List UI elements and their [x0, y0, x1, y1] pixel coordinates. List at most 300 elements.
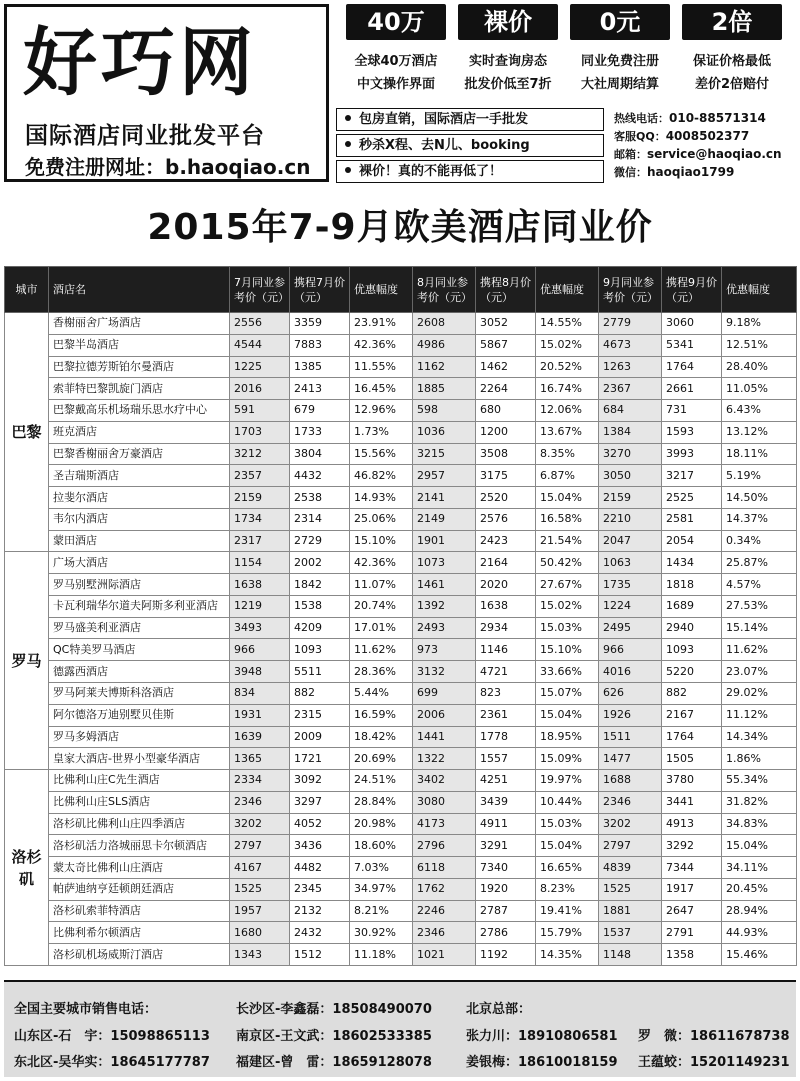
- rate-cell: 882: [290, 683, 350, 705]
- hotel-name-cell: 比佛利山庄SLS酒店: [49, 791, 230, 813]
- promo-block: [676, 4, 788, 104]
- rate-cell: 1525: [230, 878, 290, 900]
- rate-cell: 44.93%: [722, 922, 797, 944]
- rate-cell: 3297: [290, 791, 350, 813]
- rate-cell: 4.57%: [722, 574, 797, 596]
- rate-cell: 3092: [290, 770, 350, 792]
- rate-cell: 2413: [290, 378, 350, 400]
- sales-contacts-footer: [4, 980, 796, 1077]
- sales-rep: 南京区-王文武：18602533385: [236, 1029, 432, 1044]
- rate-cell: 1885: [413, 378, 476, 400]
- rate-cell: 42.36%: [350, 552, 413, 574]
- rate-cell: 1.86%: [722, 748, 797, 770]
- rate-cell: 2346: [413, 922, 476, 944]
- contact-value: 4008502377: [665, 129, 750, 143]
- hotel-name-cell: 比佛利希尔顿酒店: [49, 922, 230, 944]
- rate-cell: 1225: [230, 356, 290, 378]
- table-row: [5, 748, 797, 770]
- rate-cell: 2346: [599, 791, 662, 813]
- rate-cell: 0.34%: [722, 530, 797, 552]
- rate-cell: 4839: [599, 857, 662, 879]
- rate-cell: 1021: [413, 944, 476, 966]
- hotel-name-cell: 拉斐尔酒店: [49, 487, 230, 509]
- rate-cell: 2787: [476, 900, 536, 922]
- feature-list: [336, 108, 604, 184]
- rate-cell: 24.51%: [350, 770, 413, 792]
- rate-cell: 1384: [599, 421, 662, 443]
- rate-cell: 1148: [599, 944, 662, 966]
- contact-value[interactable]: service@haoqiao.cn: [647, 147, 782, 161]
- rate-cell: 8.23%: [536, 878, 599, 900]
- promo-text: [676, 50, 788, 96]
- rate-cell: 7.03%: [350, 857, 413, 879]
- rate-cell: 2315: [290, 704, 350, 726]
- rate-cell: 1063: [599, 552, 662, 574]
- rate-cell: 4721: [476, 661, 536, 683]
- hotel-name-cell: 罗马盛美利亚酒店: [49, 617, 230, 639]
- rate-cell: 1224: [599, 595, 662, 617]
- rate-cell: 2317: [230, 530, 290, 552]
- rate-cell: 33.66%: [536, 661, 599, 683]
- promo-line: 全球40万酒店: [354, 54, 438, 69]
- sales-rep: 山东区-石 宇：15098865113: [14, 1029, 210, 1044]
- rate-cell: 15.10%: [350, 530, 413, 552]
- rate-cell: 3804: [290, 443, 350, 465]
- rate-cell: 20.45%: [722, 878, 797, 900]
- contact-qq: [614, 128, 749, 144]
- rate-cell: 28.84%: [350, 791, 413, 813]
- rate-cell: 42.36%: [350, 334, 413, 356]
- rate-cell: 3217: [662, 465, 722, 487]
- column-header: 携程9月价（元）: [662, 267, 722, 313]
- table-body: [5, 313, 797, 966]
- rate-cell: 2264: [476, 378, 536, 400]
- rate-cell: 3402: [413, 770, 476, 792]
- rate-cell: 2246: [413, 900, 476, 922]
- table-row: [5, 900, 797, 922]
- contact-wechat: [614, 164, 734, 180]
- rate-cell: 2020: [476, 574, 536, 596]
- brand-box: [4, 4, 329, 182]
- rate-cell: 18.11%: [722, 443, 797, 465]
- rate-cell: 598: [413, 400, 476, 422]
- rate-cell: 823: [476, 683, 536, 705]
- rate-cell: 5341: [662, 334, 722, 356]
- rate-cell: 4911: [476, 813, 536, 835]
- hotel-name-cell: 罗马阿莱夫博斯科洛酒店: [49, 683, 230, 705]
- rate-cell: 1593: [662, 421, 722, 443]
- rate-cell: 731: [662, 400, 722, 422]
- contact-value: 010-88571314: [669, 111, 766, 125]
- hotel-name-cell: 巴黎半岛酒店: [49, 334, 230, 356]
- rate-cell: 7883: [290, 334, 350, 356]
- column-header: 携程7月价（元）: [290, 267, 350, 313]
- rate-cell: 27.67%: [536, 574, 599, 596]
- bullet-icon: [345, 167, 351, 173]
- table-row: [5, 356, 797, 378]
- rate-cell: 2054: [662, 530, 722, 552]
- table-row: [5, 400, 797, 422]
- rate-cell: 1036: [413, 421, 476, 443]
- rate-cell: 15.79%: [536, 922, 599, 944]
- rate-cell: 1537: [599, 922, 662, 944]
- rate-cell: 2797: [599, 835, 662, 857]
- table-row: [5, 835, 797, 857]
- rate-cell: 1881: [599, 900, 662, 922]
- rate-cell: 4432: [290, 465, 350, 487]
- column-header: 优惠幅度: [722, 267, 797, 313]
- rate-cell: 15.56%: [350, 443, 413, 465]
- contact-label: 热线电话：: [614, 112, 669, 125]
- rate-cell: 2661: [662, 378, 722, 400]
- promo-line: 同业免费注册: [580, 54, 659, 69]
- promo-text: [340, 50, 452, 96]
- rate-cell: 11.62%: [350, 639, 413, 661]
- rate-cell: 8.35%: [536, 443, 599, 465]
- rate-cell: 4173: [413, 813, 476, 835]
- rate-cell: 3202: [230, 813, 290, 835]
- rate-cell: 2957: [413, 465, 476, 487]
- table-row: [5, 334, 797, 356]
- rate-cell: 1461: [413, 574, 476, 596]
- rate-cell: 1512: [290, 944, 350, 966]
- rate-cell: 1703: [230, 421, 290, 443]
- rate-cell: 46.82%: [350, 465, 413, 487]
- rate-cell: 31.82%: [722, 791, 797, 813]
- rate-cell: 15.46%: [722, 944, 797, 966]
- rate-cell: 679: [290, 400, 350, 422]
- hotel-name-cell: 巴黎香榭丽舍万豪酒店: [49, 443, 230, 465]
- rate-cell: 14.50%: [722, 487, 797, 509]
- promo-text: [564, 50, 676, 96]
- bullet-icon: [345, 115, 351, 121]
- sales-rep: 张力川：18910806581: [466, 1029, 618, 1044]
- rate-cell: 2345: [290, 878, 350, 900]
- rate-cell: 2791: [662, 922, 722, 944]
- contact-info: [610, 108, 798, 184]
- rate-cell: 2520: [476, 487, 536, 509]
- rate-cell: 1263: [599, 356, 662, 378]
- rate-cell: 1322: [413, 748, 476, 770]
- rate-cell: 15.09%: [536, 748, 599, 770]
- rate-cell: 15.02%: [536, 334, 599, 356]
- rate-cell: 4016: [599, 661, 662, 683]
- rate-cell: 2525: [662, 487, 722, 509]
- rate-cell: 2346: [230, 791, 290, 813]
- rate-cell: 4544: [230, 334, 290, 356]
- feature-item: [336, 160, 604, 183]
- rate-cell: 6.87%: [536, 465, 599, 487]
- hotel-name-cell: 德露西酒店: [49, 661, 230, 683]
- table-row: [5, 574, 797, 596]
- rate-cell: 4209: [290, 617, 350, 639]
- rate-cell: 2495: [599, 617, 662, 639]
- rate-cell: 1920: [476, 878, 536, 900]
- hotel-name-cell: 洛杉矶机场威斯汀酒店: [49, 944, 230, 966]
- sales-rep: 罗 微：18611678738: [638, 1029, 790, 1044]
- rate-cell: 15.14%: [722, 617, 797, 639]
- rate-cell: 1219: [230, 595, 290, 617]
- rate-cell: 23.07%: [722, 661, 797, 683]
- promo-line: 实时查询房态: [468, 54, 547, 69]
- rate-cell: 20.98%: [350, 813, 413, 835]
- rate-cell: 2164: [476, 552, 536, 574]
- rate-cell: 15.03%: [536, 617, 599, 639]
- rate-cell: 13.12%: [722, 421, 797, 443]
- rate-cell: 20.52%: [536, 356, 599, 378]
- rate-cell: 680: [476, 400, 536, 422]
- rate-cell: 25.06%: [350, 508, 413, 530]
- table-row: [5, 465, 797, 487]
- promo-line: 大社周期结算: [580, 77, 659, 92]
- table-row: [5, 421, 797, 443]
- rate-cell: 11.07%: [350, 574, 413, 596]
- hotel-name-cell: 洛杉矶比佛利山庄四季酒店: [49, 813, 230, 835]
- table-row: [5, 770, 797, 792]
- rate-cell: 3493: [230, 617, 290, 639]
- hotel-name-cell: 圣吉瑞斯酒店: [49, 465, 230, 487]
- rate-cell: 20.74%: [350, 595, 413, 617]
- rate-cell: 16.59%: [350, 704, 413, 726]
- rate-cell: 973: [413, 639, 476, 661]
- city-cell: 罗马: [5, 552, 49, 770]
- hotel-name-cell: 巴黎戴高乐机场瑞乐思水疗中心: [49, 400, 230, 422]
- rate-cell: 1525: [599, 878, 662, 900]
- rate-cell: 2132: [290, 900, 350, 922]
- feature-text: 秒杀X程、去N儿、booking: [359, 138, 530, 153]
- hotel-name-cell: 帕萨迪纳亨廷顿朗廷酒店: [49, 878, 230, 900]
- rate-cell: 15.03%: [536, 813, 599, 835]
- rate-cell: 1385: [290, 356, 350, 378]
- rate-cell: 1926: [599, 704, 662, 726]
- rate-cell: 11.62%: [722, 639, 797, 661]
- rate-cell: 14.93%: [350, 487, 413, 509]
- promo-badge: 40万: [346, 4, 446, 40]
- rate-cell: 3202: [599, 813, 662, 835]
- promo-badge: 2倍: [682, 4, 782, 40]
- rate-cell: 7344: [662, 857, 722, 879]
- rate-cell: 4913: [662, 813, 722, 835]
- table-row: [5, 813, 797, 835]
- rate-cell: 4167: [230, 857, 290, 879]
- rate-cell: 14.55%: [536, 313, 599, 335]
- rate-cell: 882: [662, 683, 722, 705]
- rate-cell: 15.04%: [722, 835, 797, 857]
- rate-cell: 2149: [413, 508, 476, 530]
- brand-url[interactable]: 免费注册网址：b.haoqiao.cn: [25, 155, 311, 179]
- rate-cell: 2432: [290, 922, 350, 944]
- rate-cell: 7340: [476, 857, 536, 879]
- table-row: [5, 313, 797, 335]
- column-header: 优惠幅度: [350, 267, 413, 313]
- rate-cell: 5867: [476, 334, 536, 356]
- rate-cell: 15.04%: [536, 704, 599, 726]
- rate-cell: 34.11%: [722, 857, 797, 879]
- table-row: [5, 595, 797, 617]
- feature-text: 裸价！真的不能再低了！: [359, 164, 503, 179]
- rate-cell: 1764: [662, 726, 722, 748]
- rate-cell: 1146: [476, 639, 536, 661]
- rate-cell: 1639: [230, 726, 290, 748]
- rate-cell: 1957: [230, 900, 290, 922]
- hotel-name-cell: 罗马别墅洲际酒店: [49, 574, 230, 596]
- hotel-name-cell: 皇家大酒店-世界小型豪华酒店: [49, 748, 230, 770]
- brand-logo: 好巧网: [23, 20, 257, 106]
- rate-cell: 5220: [662, 661, 722, 683]
- rate-cell: 1358: [662, 944, 722, 966]
- rate-cell: 1477: [599, 748, 662, 770]
- sales-rep: 王蕴蛟：15201149231: [638, 1055, 790, 1070]
- rate-cell: 28.94%: [722, 900, 797, 922]
- rate-cell: 966: [230, 639, 290, 661]
- rate-cell: 6118: [413, 857, 476, 879]
- sales-rep: 福建区-曾 雷：18659128078: [236, 1055, 432, 1070]
- rate-cell: 21.54%: [536, 530, 599, 552]
- rate-cell: 2797: [230, 835, 290, 857]
- page-title: 2015年7-9月欧美酒店同业价: [147, 207, 653, 248]
- column-header: 7月同业参考价（元）: [230, 267, 290, 313]
- hotel-name-cell: 巴黎拉德芳斯铂尔曼酒店: [49, 356, 230, 378]
- hotel-name-cell: 广场大酒店: [49, 552, 230, 574]
- rate-cell: 2581: [662, 508, 722, 530]
- table-row: [5, 617, 797, 639]
- hotel-name-cell: 蒙太奇比佛利山庄酒店: [49, 857, 230, 879]
- rate-cell: 1778: [476, 726, 536, 748]
- promo-block: [564, 4, 676, 104]
- rate-cell: 16.74%: [536, 378, 599, 400]
- table-row: [5, 639, 797, 661]
- rate-cell: 3052: [476, 313, 536, 335]
- rate-cell: 5511: [290, 661, 350, 683]
- rate-cell: 18.42%: [350, 726, 413, 748]
- rate-cell: 8.21%: [350, 900, 413, 922]
- rate-cell: 1689: [662, 595, 722, 617]
- rate-cell: 2934: [476, 617, 536, 639]
- rate-cell: 1931: [230, 704, 290, 726]
- rate-cell: 18.60%: [350, 835, 413, 857]
- rate-cell: 2141: [413, 487, 476, 509]
- table-row: [5, 530, 797, 552]
- footer-title: 全国主要城市销售电话：: [14, 1002, 158, 1017]
- rate-cell: 12.96%: [350, 400, 413, 422]
- rate-cell: 18.95%: [536, 726, 599, 748]
- rate-cell: 3270: [599, 443, 662, 465]
- rate-cell: 27.53%: [722, 595, 797, 617]
- contact-label: 邮箱：: [614, 148, 647, 161]
- rate-cell: 2576: [476, 508, 536, 530]
- rate-cell: 3212: [230, 443, 290, 465]
- table-row: [5, 857, 797, 879]
- rate-cell: 1192: [476, 944, 536, 966]
- rate-cell: 1538: [290, 595, 350, 617]
- rate-cell: 34.83%: [722, 813, 797, 835]
- rate-cell: 834: [230, 683, 290, 705]
- rate-cell: 14.35%: [536, 944, 599, 966]
- rate-cell: 55.34%: [722, 770, 797, 792]
- rate-cell: 2357: [230, 465, 290, 487]
- rate-cell: 4986: [413, 334, 476, 356]
- rate-cell: 1093: [290, 639, 350, 661]
- rate-cell: 3175: [476, 465, 536, 487]
- rate-cell: 1434: [662, 552, 722, 574]
- contact-hotline: [614, 110, 766, 126]
- rate-cell: 3948: [230, 661, 290, 683]
- rate-cell: 2016: [230, 378, 290, 400]
- rate-cell: 11.18%: [350, 944, 413, 966]
- rate-cell: 28.36%: [350, 661, 413, 683]
- rate-cell: 15.07%: [536, 683, 599, 705]
- rate-cell: 2779: [599, 313, 662, 335]
- rate-cell: 14.37%: [722, 508, 797, 530]
- rate-cell: 1073: [413, 552, 476, 574]
- rate-cell: 1734: [230, 508, 290, 530]
- rate-cell: 23.91%: [350, 313, 413, 335]
- rate-cell: 19.41%: [536, 900, 599, 922]
- feature-item: [336, 134, 604, 157]
- rate-cell: 16.65%: [536, 857, 599, 879]
- rate-cell: 3050: [599, 465, 662, 487]
- bullet-icon: [345, 141, 351, 147]
- city-cell: 洛杉矶: [5, 770, 49, 966]
- rate-cell: 2361: [476, 704, 536, 726]
- rate-cell: 34.97%: [350, 878, 413, 900]
- hotel-name-cell: 韦尔内酒店: [49, 508, 230, 530]
- rate-cell: 15.04%: [536, 835, 599, 857]
- rate-cell: 1557: [476, 748, 536, 770]
- rate-cell: 12.51%: [722, 334, 797, 356]
- rate-cell: 5.19%: [722, 465, 797, 487]
- rate-cell: 14.34%: [722, 726, 797, 748]
- table-row: [5, 791, 797, 813]
- rate-cell: 3291: [476, 835, 536, 857]
- table-row: [5, 944, 797, 966]
- contact-value: haoqiao1799: [647, 165, 735, 179]
- rate-cell: 4482: [290, 857, 350, 879]
- rate-cell: 1733: [290, 421, 350, 443]
- column-header: 优惠幅度: [536, 267, 599, 313]
- rate-cell: 2009: [290, 726, 350, 748]
- rate-cell: 3359: [290, 313, 350, 335]
- rate-cell: 2538: [290, 487, 350, 509]
- rate-cell: 2647: [662, 900, 722, 922]
- hotel-name-cell: 香榭丽舍广场酒店: [49, 313, 230, 335]
- rate-cell: 1917: [662, 878, 722, 900]
- rate-cell: 2786: [476, 922, 536, 944]
- sales-rep: 东北区-吴华实：18645177787: [14, 1055, 210, 1070]
- rate-cell: 699: [413, 683, 476, 705]
- rate-cell: 13.67%: [536, 421, 599, 443]
- hotel-rate-table: [4, 266, 797, 966]
- rate-cell: 2796: [413, 835, 476, 857]
- hotel-name-cell: 比佛利山庄C先生酒店: [49, 770, 230, 792]
- feature-item: [336, 108, 604, 131]
- rate-cell: 2314: [290, 508, 350, 530]
- rate-cell: 2493: [413, 617, 476, 639]
- rate-cell: 1762: [413, 878, 476, 900]
- rate-cell: 1842: [290, 574, 350, 596]
- hotel-name-cell: 索菲特巴黎凯旋门酒店: [49, 378, 230, 400]
- rate-cell: 11.05%: [722, 378, 797, 400]
- rate-cell: 2367: [599, 378, 662, 400]
- rate-cell: 2608: [413, 313, 476, 335]
- rate-cell: 3508: [476, 443, 536, 465]
- rate-cell: 11.55%: [350, 356, 413, 378]
- rate-cell: 28.40%: [722, 356, 797, 378]
- promo-line: 差价2倍赔付: [694, 77, 770, 92]
- rate-cell: 15.10%: [536, 639, 599, 661]
- hotel-name-cell: 卡瓦利瑞华尔道夫阿斯多利亚酒店: [49, 595, 230, 617]
- promo-badge: 裸价: [458, 4, 558, 40]
